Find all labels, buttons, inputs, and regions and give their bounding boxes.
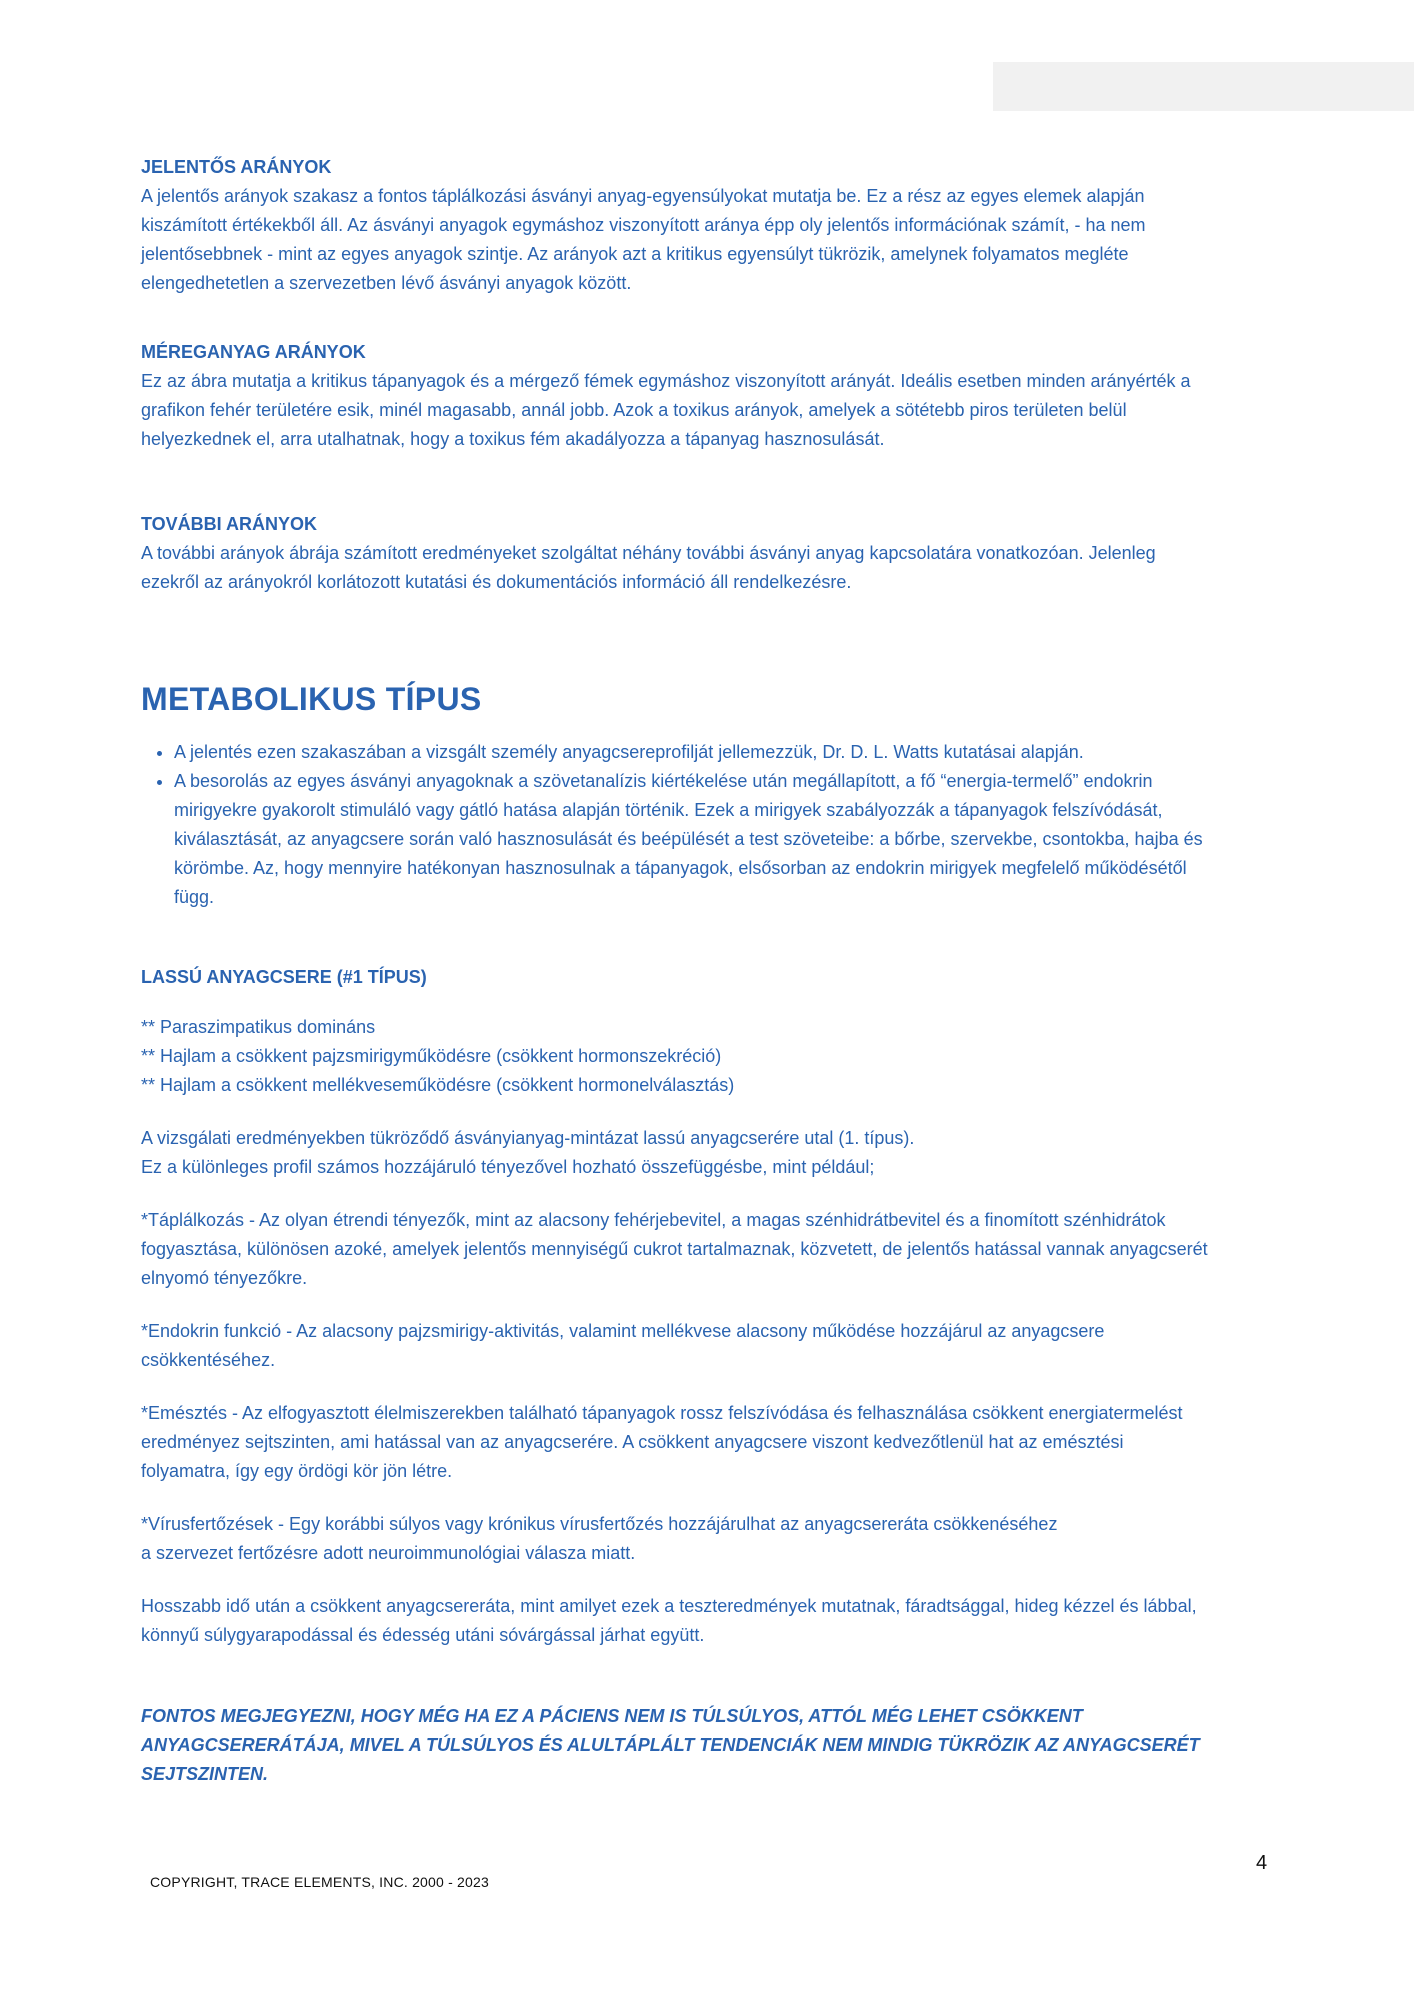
factor-virusfertozesek	[141, 1510, 1281, 1568]
factor-emesztes	[141, 1399, 1281, 1486]
page-heading: METABOLIKUS TÍPUS	[141, 681, 482, 717]
list-item	[174, 738, 1281, 767]
paragraph-line: eredményez sejtszinten, ami hatással van az anyagcserére. A csökkent anyagcsere viszont kedvezőtlenül hat az emésztési	[141, 1432, 1124, 1452]
paragraph-line: Ez az ábra mutatja a kritikus tápanyagok és a mérgező fémek egymáshoz viszonyított arányát. Ideális esetben minden arányérték a	[141, 371, 1191, 391]
paragraph-line: *Táplálkozás - Az olyan étrendi tényezők, mint az alacsony fehérjebevitel, a magas szénhidrátbevitel és a finomított szénhidrátok	[141, 1210, 1166, 1230]
paragraph-line: *Endokrin funkció - Az alacsony pajzsmirigy-aktivitás, valamint mellékvese alacsony működése hozzájárul az anyagcsere	[141, 1321, 1105, 1341]
header-gray-box	[993, 62, 1414, 111]
paragraph-line: grafikon fehér területére esik, minél magasabb, annál jobb. Azok a toxikus arányok, amelyek a sötétebb piros területen belül	[141, 400, 1127, 420]
section-title: LASSÚ ANYAGCSERE (#1 TÍPUS)	[141, 967, 427, 987]
list-item	[174, 767, 1281, 912]
paragraph-line: kiszámított értékekből áll. Az ásványi anyagok egymáshoz viszonyított aránya épp oly jelentős információnak számít, - ha nem	[141, 215, 1146, 235]
list-item-line: függ.	[174, 887, 215, 907]
paragraph-line: fogyasztása, különösen azoké, amelyek jelentős mennyiségű cukrot tartalmaznak, közvetett, de jelentős hatással vannak anyagcserét	[141, 1239, 1208, 1259]
factor-taplalkozas	[141, 1206, 1281, 1293]
paragraph-line: A vizsgálati eredményekben tükröződő ásványianyag-mintázat lassú anyagcserére utal (1. típus).	[141, 1128, 915, 1148]
trait-line: ** Hajlam a csökkent mellékveseműködésre (csökkent hormonelválasztás)	[141, 1075, 735, 1095]
section-title: MÉREGANYAG ARÁNYOK	[141, 342, 366, 362]
list-item-line: mirigyekre gyakorolt stimuláló vagy gátló hatása alapján történik. Ezek a mirigyek szabályozzák a tápanyagok felszívódását,	[174, 800, 1163, 820]
section-mereganyag-aranyok	[141, 338, 1281, 454]
paragraph-line: Ez a különleges profil számos hozzájáruló tényezővel hozható összefüggésbe, mint például;	[141, 1157, 875, 1177]
list-item-line: A besorolás az egyes ásványi anyagoknak a szövetanalízis kiértékelése után megállapított, a fő “energia-termelő” endokrin	[174, 771, 1153, 791]
factor-osszegzes	[141, 1592, 1281, 1650]
paragraph-line: ezekről az arányokról korlátozott kutatási és dokumentációs információ áll rendelkezésre.	[141, 572, 852, 592]
section-lassu-anyagcsere	[141, 963, 1281, 1789]
note-line: FONTOS MEGJEGYEZNI, HOGY MÉG HA EZ A PÁCIENS NEM IS TÚLSÚLYOS, ATTÓL MÉG LEHET CSÖKKENT	[141, 1706, 1083, 1726]
trait-line: ** Hajlam a csökkent pajzsmirigyműködésre (csökkent hormonszekréció)	[141, 1046, 722, 1066]
paragraph-line: Hosszabb idő után a csökkent anyagcsereráta, mint amilyet ezek a teszteredmények mutatnak, fáradtsággal, hideg kézzel és lábbal,	[141, 1596, 1197, 1616]
paragraph-line: elnyomó tényezőkre.	[141, 1268, 308, 1288]
bullet-list	[141, 738, 1281, 912]
important-note	[141, 1702, 1281, 1789]
trait-line: ** Paraszimpatikus domináns	[141, 1017, 376, 1037]
section-tovabbi-aranyok	[141, 510, 1281, 597]
paragraph-line: elengedhetetlen a szervezetben lévő ásványi anyagok között.	[141, 273, 632, 293]
note-line: SEJTSZINTEN.	[141, 1764, 269, 1784]
section-title: JELENTŐS ARÁNYOK	[141, 157, 332, 177]
section-metabolikus-tipus	[141, 681, 1281, 912]
paragraph-line: A további arányok ábrája számított eredményeket szolgáltat néhány további ásványi anyag kapcsolatára vonatkozóan. Jelenleg	[141, 543, 1156, 563]
paragraph-line: folyamatra, így egy ördögi kör jön létre.	[141, 1461, 453, 1481]
paragraph-line: könnyű súlygyarapodással és édesség utáni sóvárgással járhat együtt.	[141, 1625, 705, 1645]
paragraph-line: a szervezet fertőzésre adott neuroimmunológiai válasza miatt.	[141, 1543, 636, 1563]
document-page	[141, 153, 1281, 1789]
section-jelentos-aranyok	[141, 153, 1281, 298]
copyright-footer: COPYRIGHT, TRACE ELEMENTS, INC. 2000 - 2023	[150, 1874, 490, 1890]
paragraph-line: A jelentős arányok szakasz a fontos táplálkozási ásványi anyag-egyensúlyokat mutatja be. Ez a rész az egyes elemek alapján	[141, 186, 1145, 206]
paragraph-line: jelentősebbnek - mint az egyes anyagok szintje. Az arányok azt a kritikus egyensúlyt tükrözik, amelynek folyamatos megléte	[141, 244, 1129, 264]
factor-endokrin	[141, 1317, 1281, 1375]
paragraph-line: csökkentéséhez.	[141, 1350, 276, 1370]
paragraph-line: helyezkednek el, arra utalhatnak, hogy a toxikus fém akadályozza a tápanyag hasznosulását.	[141, 429, 885, 449]
list-item-line: kiválasztását, az anyagcsere során való hasznosulását és beépülését a test szöveteibe: a bőrbe, szervekbe, csontokba, hajba és	[174, 829, 1203, 849]
paragraph-line: *Vírusfertőzések - Egy korábbi súlyos vagy krónikus vírusfertőzés hozzájárulhat az anyagcsereráta csökkenéséhez	[141, 1514, 1058, 1534]
section-title: TOVÁBBI ARÁNYOK	[141, 514, 318, 534]
page-number: 4	[1256, 1852, 1268, 1874]
list-item-line: körömbe. Az, hogy mennyire hatékonyan hasznosulnak a tápanyagok, elsősorban az endokrin mirigyek megfelelő működésétől	[174, 858, 1187, 878]
paragraph-line: *Emésztés - Az elfogyasztott élelmiszerekben található tápanyagok rossz felszívódása és felhasználása csökkent energiatermelést	[141, 1403, 1183, 1423]
note-line: ANYAGCSERERÁTÁJA, MIVEL A TÚLSÚLYOS ÉS ALULTÁPLÁLT TENDENCIÁK NEM MINDIG TÜKRÖZIK AZ ANYAGCSERÉT	[141, 1735, 1200, 1755]
list-item-line: A jelentés ezen szakaszában a vizsgált személy anyagcsereprofilját jellemezzük, Dr. D. L. Watts kutatásai alapján.	[174, 742, 1084, 762]
